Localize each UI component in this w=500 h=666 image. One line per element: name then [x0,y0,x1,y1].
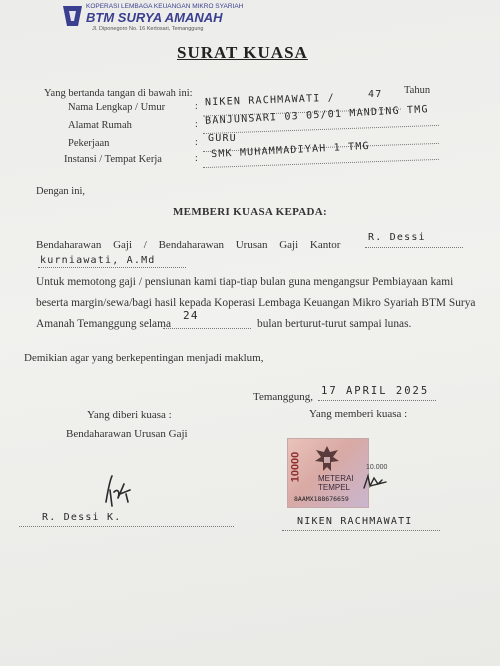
grantor-signature [360,472,390,494]
field-label-address: Alamat Rumah [68,120,132,131]
recipient-signature [100,472,140,512]
body-line-3-end: bulan berturut-turut sampai lunas. [257,318,412,330]
meterai-title: METERAI [318,474,354,483]
field-value-name: NIKEN RACHMAWATI / [204,92,336,109]
place-text: Temanggung, [253,391,314,403]
body-line-2: beserta margin/sewa/bagi hasil kepada Koperasi Lembaga Keuangan Mikro Syariah BTM Surya [36,297,476,309]
field-label-job: Pekerjaan [68,138,110,149]
field-value-address: BANJUNSARI 03 05/01 MANDING TMG [204,104,429,127]
recipient-header: Yang diberi kuasa : [87,409,172,421]
btm-logo [60,2,86,30]
date-value: 17 APRIL 2025 [321,385,430,397]
field-label-institution: Instansi / Tempat Kerja [64,154,162,165]
recipient-position: Bendaharawan Urusan Gaji [66,428,188,440]
field-dots-institution [203,159,439,168]
field-colon: : [195,119,198,130]
field-value-age: 47 [368,89,383,100]
field-colon: : [195,101,198,112]
field-label-name: Nama Lengkap / Umur [68,102,166,113]
recipient-signature-name: R. Dessi K. [42,512,122,523]
document-title: SURAT KUASA [177,43,308,62]
field-value-institution: SMK MUHAMMADIYAH 1 TMG [210,140,371,161]
recipient-name-handwritten: R. Dessi [368,232,426,243]
date-dots [318,400,436,401]
dengan-ini-text: Dengan ini, [36,186,85,197]
org-name-line: KOPERASI LEMBAGA KEUANGAN MIKRO SYARIAH [86,3,244,10]
meterai-subtitle: TEMPEL [318,483,351,492]
field-colon: : [195,153,198,164]
recipient-name-continued: kurniawati, A.Md [40,255,156,266]
intro-text: Yang bertanda tangan di bawah ini: [44,88,193,99]
meterai-value-vertical: 10000 [289,451,302,483]
field-suffix-tahun: Tahun [404,85,431,96]
grantor-signature-dots [282,530,440,531]
body-line-1: Untuk memotong gaji / pensiunan kami tiap-tiap bulan guna mengangsur Pembiayaan kami [36,276,454,288]
meterai-amount-text: 10.000 [366,464,388,471]
field-value-job: GURU [208,133,237,144]
field-colon: : [195,137,198,148]
grantor-header: Yang memberi kuasa : [309,408,408,420]
recipient-text: Bendaharawan Gaji / Bendaharawan Urusan Gaji Kantor [36,239,341,251]
address-line: Jl. Diponegoro No. 16 Kertosari, Temanggung [92,26,204,32]
duration-dots [163,328,251,329]
section-heading: MEMBERI KUASA KEPADA: [173,206,327,218]
garuda-emblem-icon [312,443,342,477]
recipient-dots-2 [38,267,186,268]
recipient-signature-dots [19,526,234,527]
duration-value: 24 [183,309,199,322]
grantor-signature-name: NIKEN RACHMAWATI [297,516,413,527]
meterai-stamp [287,438,369,508]
btm-name: BTM SURYA AMANAH [86,10,223,25]
field-dots-address [203,125,439,134]
recipient-dots [365,247,463,248]
body-line-3-start: Amanah Temanggung selama [36,318,172,330]
closing-text: Demikian agar yang berkepentingan menjadi maklum, [24,352,264,364]
meterai-serial: 8AAMX188676659 [294,495,349,503]
